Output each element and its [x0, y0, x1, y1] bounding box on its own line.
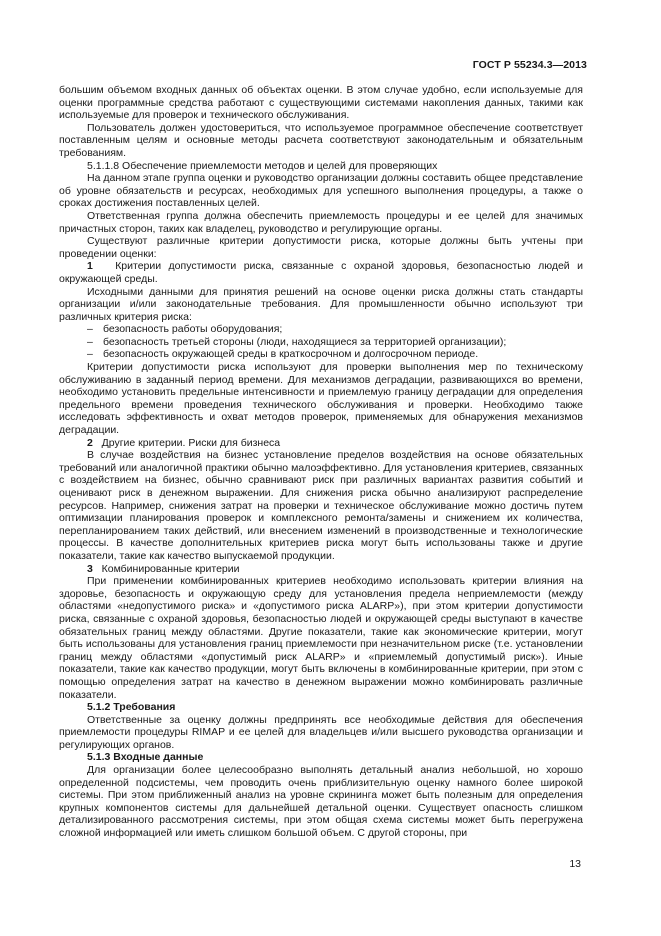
paragraph: В случае воздействия на бизнес установление пределов воздействия на основе обязательных требований или аналогичной практики обычно малоэффективно. Для установления критериев, связанных с воздействием на бизнес, обычно сравнивают риск при различных вариантах развития событий и оценивают риск в денежном выражении. Для снижения риска обычно анализируют распределение ресурсов. Например, снижения затрат на проверки и техническое обслуживание можно достичь путем оптимизации планирования проверок и комплексного ремонта/замены и снижением их количества, перепланированием таких действий, или внесением изменений в производственные и технологические процессы. В качестве дополнительных критериев риска могут быть использованы также и другие показатели, такие как качество выпускаемой продукции. — [59, 449, 583, 562]
criterion-item — [59, 260, 583, 285]
subsection-heading: 5.1.1.8 Обеспечение приемлемости методов и целей для проверяющих — [87, 159, 438, 172]
list-item — [59, 336, 583, 349]
criterion-number: 2 — [87, 436, 93, 449]
section-heading: 5.1.3 Входные данные — [87, 751, 204, 764]
criterion-item — [59, 563, 583, 576]
dash-marker: – — [87, 323, 93, 336]
paragraph: Ответственные за оценку должны предпринять все необходимые действия для обеспечения приемлемости процедуры RIMAP и ее целей для владельцев и/или высшего руководства организации и регулирующих органов. — [59, 713, 583, 751]
criterion-item — [59, 437, 583, 450]
paragraph: Критерии допустимости риска используют для проверки выполнения мер по техническому обслуживанию в заданный период времени. Для механизмов деградации, развивающихся во времени, необходимо установить предельные интенсивности и приемлемую границу деградации для определения предельного времени проведения технического обслуживания и проверки. Необходимо также исследовать эффективность и охват методов проверок, применяемых для обнаружения механизмов деградации. — [59, 361, 583, 437]
criterion-text: Критерии допустимости риска, связанные с охраной здоровья, безопасностью людей и окружающей среды. — [59, 260, 583, 285]
paragraph: Исходными данными для принятия решений на основе оценки риска должны стать стандарты организации и/или законодательные требования. Для промышленности обычно используют три различных критерия риска: — [59, 285, 583, 323]
paragraph: Для организации более целесообразно выполнять детальный анализ небольшой, но хорошо определенной подсистемы, чем проводить очень приблизительную оценку намного более широкой системы. При этом приближенный анализ на уровне скрининга может быть полезным для определения крупных компонентов системы для дальнейшей детальной оценки. Существует опасность слишком детализированного рассмотрения системы, при этом общая схема системы может быть перегружена сложной информацией или иметь слишком большой объем. С другой стороны, при — [59, 764, 583, 840]
criterion-text: Комбинированные критерии — [101, 562, 240, 575]
dash-marker: – — [87, 348, 93, 361]
list-item — [59, 323, 583, 336]
paragraph: Ответственная группа должна обеспечить приемлемость процедуры и ее целей для значимых причастных сторон, таких как владелец, руководство и регулирующие органы. — [59, 209, 583, 235]
list-item-text: безопасность работы оборудования; — [103, 323, 283, 336]
paragraph: На данном этапе группа оценки и руководство организации должны составить общее представление об уровне обязательств и ресурсах, необходимых для успешного выполнения процедуры, а также о сроках достижения поставленных целей. — [59, 172, 583, 210]
dash-marker: – — [87, 335, 93, 348]
standard-designation: ГОСТ Р 55234.3—2013 — [472, 59, 587, 71]
paragraph: большим объемом входных данных об объектах оценки. В этом случае удобно, если используемые для оценки программные средства работают с существующими системами накопления данных, такими как используемые для проверок и технического обслуживания. — [59, 84, 583, 122]
paragraph: При применении комбинированных критериев необходимо использовать критерии влияния на здоровье, безопасность и окружающую среду для установления предела неприемлемости (между областями «недопустимого риска» и «допустимого риска ALARP»), при этом критерии допустимости риска, связанные с охраной здоровья, безопасностью людей и окружающей среды выступают в качестве обязательных границ между областями. Другие показатели, такие как экономические критерии, могут быть использованы для установления границ приемлемости при незначительном риске (т.е. установлении границ между областями «допустимый риск ALARP» и «приемлемый допустимый риск»). Иные показатели, такие как качество продукции, могут быть включены в комбинированные критерии, при этом с помощью определения затрат на качество в денежном выражении можно комбинировать различные показатели. — [59, 575, 583, 701]
paragraph: Существуют различные критерии допустимости риска, которые должны быть учтены при проведении оценки: — [59, 235, 583, 260]
list-item — [59, 348, 583, 361]
page-number: 13 — [569, 858, 581, 870]
criterion-number: 1 — [87, 260, 93, 273]
list-item-text: безопасность третьей стороны (люди, находящиеся за территорией организации); — [103, 335, 507, 348]
paragraph: Пользователь должен удостовериться, что используемое программное обеспечение соответствует поставленным целям и основные методы расчета соответствуют законодательным и обязательным требованиям. — [59, 121, 583, 159]
list-item-text: безопасность окружающей среды в краткосрочном и долгосрочном периоде. — [103, 348, 479, 361]
criterion-text: Другие критерии. Риски для бизнеса — [101, 436, 281, 449]
page-body — [59, 84, 583, 840]
section-heading: 5.1.2 Требования — [87, 701, 176, 714]
criterion-number: 3 — [87, 562, 93, 575]
